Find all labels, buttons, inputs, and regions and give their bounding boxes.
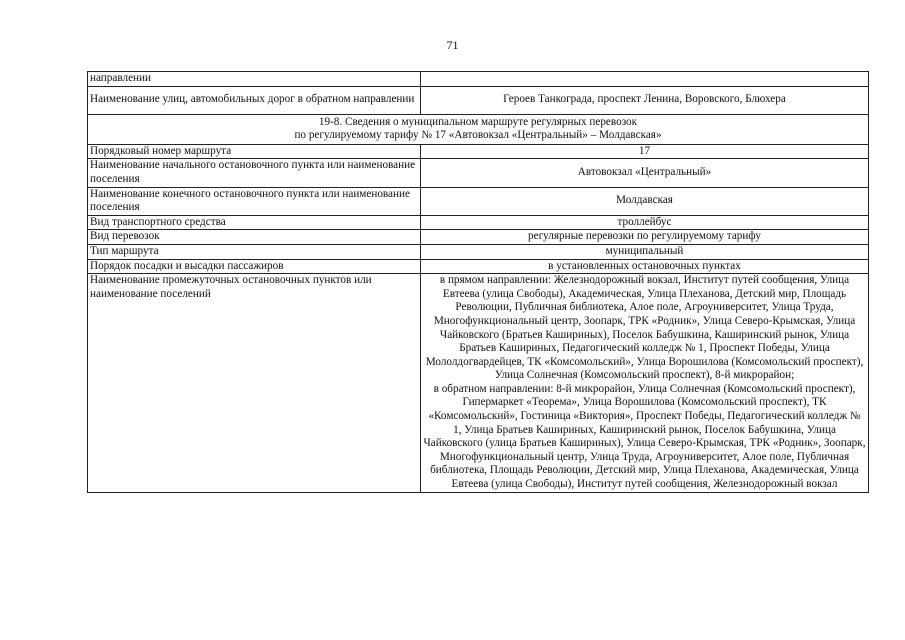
section-header-line1: 19-8. Сведения о муниципальном маршруте регулярных перевозок (318, 115, 638, 128)
row-value: 17 (421, 144, 869, 159)
table-row (88, 215, 869, 230)
row-value (421, 274, 869, 493)
row-value: регулярные перевозки по регулируемому тарифу (421, 230, 869, 245)
section-header-row (88, 114, 869, 144)
table-row (88, 259, 869, 274)
table-row (88, 230, 869, 245)
row-label: Наименование промежуточных остановочных пунктов или наименование поселений (88, 274, 421, 493)
row-label: направлении (88, 72, 421, 87)
row-label: Вид транспортного средства (88, 215, 421, 230)
table-row (88, 187, 869, 215)
stops-forward: в прямом направлении: Железнодорожный вокзал, Институт путей сообщения, Улица Евтеева (улица Свободы), Академическая, Улица Плеханова, Детский мир, Площадь Революции, Публичная библиотека, Алое поле, Агроуниверситет, Улица Труда, Многофункциональный центр, Зоопарк, ТРК «Родник», Улица Северо-Крымская, Улица Чайковского (Братьев Кашириных), Поселок Бабушкина, Каширинский рынок, Улица Братьев Кашириных, Педагогический колледж № 1, Проспект Победы, Улица Мололдогвардейцев, ТК «Комсомольский», Улица Ворошилова (Комсомольский проспект), Улица Солнечная (Комсомольский проспект), 8-й микрорайон; (425, 274, 864, 382)
row-value: Автовокзал «Центральный» (421, 159, 869, 187)
row-value (421, 72, 869, 87)
row-value: в установленных остановочных пунктах (421, 259, 869, 274)
section-header-line2: по регулируемому тарифу № 17 «Автовокзал «Центральный» – Молдавская» (294, 129, 662, 142)
row-label: Порядковый номер маршрута (88, 144, 421, 159)
row-label: Порядок посадки и высадки пассажиров (88, 259, 421, 274)
row-label: Наименование конечного остановочного пункта или наименование поселения (88, 187, 421, 215)
row-value: Молдавская (421, 187, 869, 215)
route-info-table (87, 71, 869, 493)
row-label: Вид перевозок (88, 230, 421, 245)
row-label: Наименование начального остановочного пункта или наименование поселения (88, 159, 421, 187)
table-row (88, 86, 869, 114)
table-row (88, 274, 869, 493)
row-value: муниципальный (421, 244, 869, 259)
page-number: 71 (446, 38, 459, 52)
row-label: Тип маршрута (88, 244, 421, 259)
row-label: Наименование улиц, автомобильных дорог в обратном направлении (88, 86, 421, 114)
section-header (88, 114, 869, 144)
table-row (88, 72, 869, 87)
stops-backward: в обратном направлении: 8-й микрорайон, Улица Солнечная (Комсомольский проспект), Гипермаркет «Теорема», Улица Ворошилова (Комсомольский проспект), ТК «Комсомольский», Гостиница «Виктория», Проспект Победы, Педагогический колледж № 1, Улица Братьев Кашириных, Каширинский рынок, Поселок Бабушкина, Улица Чайковского (улица Братьев Кашириных), Улица Северо-Крымская, ТРК «Родник», Зоопарк, Многофункциональный центр, Улица Труда, Агроуниверситет, Алое поле, Публичная библиотека, Площадь Революции, Детский мир, Улица Плеханова, Академическая, Улица Евтеева (улица Свободы), Институт путей сообщения, Железнодорожный вокзал (423, 382, 866, 491)
row-value: Героев Танкограда, проспект Ленина, Воровского, Блюхера (421, 86, 869, 114)
table-row (88, 159, 869, 187)
table-row (88, 144, 869, 159)
row-value: троллейбус (421, 215, 869, 230)
table-row (88, 244, 869, 259)
